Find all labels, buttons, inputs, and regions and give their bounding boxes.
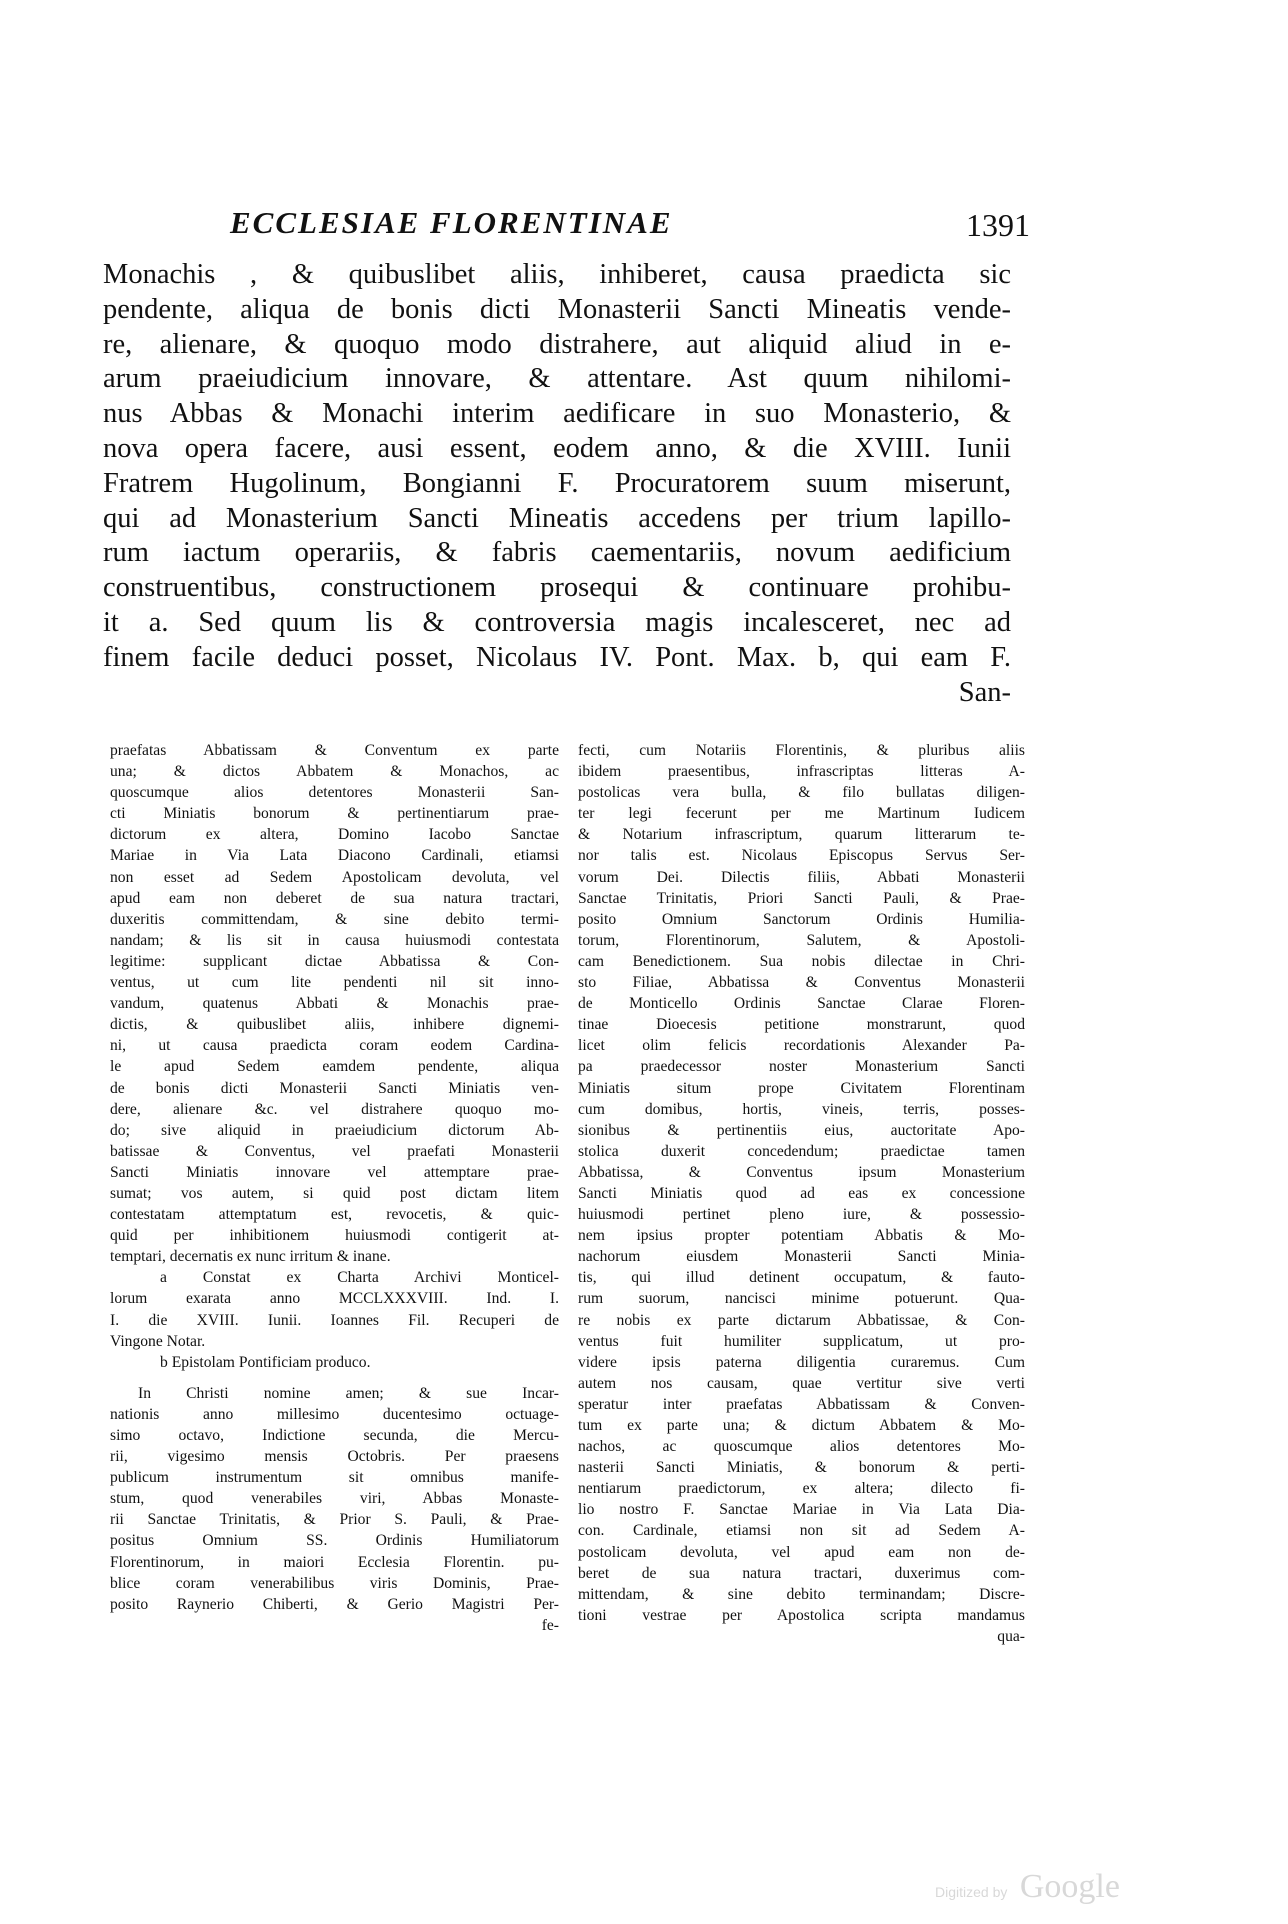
document-line: positus Omnium SS. Ordinis Humiliatorum xyxy=(110,1532,559,1550)
document-line: postolicam devoluta, vel apud eam non de- xyxy=(578,1543,1025,1561)
left-catchword: fe- xyxy=(541,1616,559,1634)
document-line: cum domibus, hortis, vineis, terris, posses- xyxy=(578,1100,1025,1118)
document-line: tis, qui illud detinent occupatum, & fauto- xyxy=(578,1269,1025,1287)
footnote-column-left xyxy=(110,740,559,1636)
main-text-block xyxy=(103,258,1011,710)
document-line: pa praedecessor noster Monasterium Sancti xyxy=(578,1058,1025,1076)
main-line: pendente, aliqua de bonis dicti Monasterii Sancti Mineatis vende- xyxy=(103,293,1011,325)
footnote-line: nandam; & lis sit in causa huiusmodi contestata xyxy=(110,931,559,949)
footnote-line: non esset ad Sedem Apostolicam devoluta, vel xyxy=(110,868,559,886)
footnote-line: do; sive aliquid in praeiudicium dictorum Ab- xyxy=(110,1121,559,1139)
document-line: & Notarium infrascriptum, quarum litterarum te- xyxy=(578,826,1025,844)
watermark-prefix: Digitized by xyxy=(935,1884,1008,1900)
main-line: it a. Sed quum lis & controversia magis incalesceret, nec ad xyxy=(103,606,1011,638)
footnote-line: legitime: supplicant dictae Abbatissa & Con- xyxy=(110,952,559,970)
document-line: rum suorum, nancisci minime potuerunt. Qua- xyxy=(578,1290,1025,1308)
document-line: Miniatis situm prope Civitatem Florentinam xyxy=(578,1079,1025,1097)
main-line: finem facile deduci posset, Nicolaus IV. Pont. Max. b, qui eam F. xyxy=(103,641,1011,673)
document-line: rii Sanctae Trinitatis, & Prior S. Pauli, & Prae- xyxy=(110,1511,559,1529)
document-line: blice coram venerabilibus viris Dominis, Prae- xyxy=(110,1574,559,1592)
footnote-line: dictis, & quibuslibet aliis, inhibere dignemi- xyxy=(110,1016,559,1034)
main-line: rum iactum operariis, & fabris caementariis, novum aedificium xyxy=(103,537,1011,569)
document-line: nasterii Sancti Miniatis, & bonorum & perti- xyxy=(578,1459,1025,1477)
document-line: Florentinorum, in maiori Ecclesia Florentin. pu- xyxy=(110,1553,559,1571)
document-line: simo octavo, Indictione secunda, die Mercu- xyxy=(110,1427,559,1444)
running-title: ECCLESIAE FLORENTINAE xyxy=(230,205,673,240)
document-line: speratur inter praefatas Abbatissam & Conven- xyxy=(578,1395,1025,1413)
footnote-line: quoscumque alios detentores Monasterii San- xyxy=(110,784,559,802)
footnote-line: temptari, decernatis ex nunc irritum & inane. xyxy=(110,1248,391,1266)
right-catchword: qua- xyxy=(997,1627,1025,1645)
main-catchword: San- xyxy=(958,676,1011,708)
document-line: beret de sua natura tractari, duxerimus com- xyxy=(578,1564,1025,1582)
digitized-watermark xyxy=(935,1868,1120,1906)
document-line: licet olim felicis recordationis Alexander Pa- xyxy=(578,1037,1025,1055)
footnote-line: apud eam non deberet de sua natura tractari, xyxy=(110,889,559,907)
main-line: nova opera facere, ausi essent, eodem anno, & die XVIII. Iunii xyxy=(103,432,1011,464)
document-line: con. Cardinale, etiamsi non sit ad Sedem A- xyxy=(578,1522,1025,1540)
document-line: Sancti Miniatis quod ad eas ex concessione xyxy=(578,1184,1025,1202)
footnote-line: dictorum ex altera, Domino Iacobo Sanctae xyxy=(110,826,559,844)
spacer xyxy=(110,1373,559,1383)
footnote-line: quid per inhibitionem huiusmodi contigerit at- xyxy=(110,1227,559,1245)
footnote-line: Mariae in Via Lata Diacono Cardinali, etiamsi xyxy=(110,847,559,865)
footnote-line: una; & dictos Abbatem & Monachos, ac xyxy=(110,763,559,781)
footnote-line: duxeritis committendam, & sine debito termi- xyxy=(110,910,559,928)
document-line: autem nos causam, quae vertitur sive verti xyxy=(578,1374,1025,1392)
document-line: mittendam, & sine debito terminandam; Discre- xyxy=(578,1585,1025,1603)
document-line: de Monticello Ordinis Sanctae Clarae Floren- xyxy=(578,995,1025,1013)
footnote-line: ni, ut causa praedicta coram eodem Cardina- xyxy=(110,1037,559,1055)
footnote-a-line: Vingone Notar. xyxy=(110,1332,206,1350)
document-line: sto Filiae, Abbatissa & Conventus Monasterii xyxy=(578,974,1025,992)
document-line: fecti, cum Notariis Florentinis, & pluribus aliis xyxy=(578,742,1025,759)
document-line: Abbatissa, & Conventus ipsum Monasterium xyxy=(578,1163,1025,1181)
footnote-line: Sancti Miniatis innovare vel attemptare prae- xyxy=(110,1163,559,1181)
document-line: nor talis est. Nicolaus Episcopus Servus Ser- xyxy=(578,847,1025,865)
document-line: nentiarum praedictorum, ex altera; dilecto fi- xyxy=(578,1480,1025,1498)
document-line: sionibus & pertinentiis eius, auctoritate Apo- xyxy=(578,1121,1025,1139)
document-line: huiusmodi pertinet pleno iure, & possessio- xyxy=(578,1206,1025,1224)
document-line: re nobis ex parte dictarum Abbatissae, & Con- xyxy=(578,1311,1025,1329)
main-line: construentibus, constructionem prosequi & continuare prohibu- xyxy=(103,572,1011,604)
footnote-a-line: a Constat ex Charta Archivi Monticel- xyxy=(160,1269,559,1287)
document-line: torum, Florentinorum, Salutem, & Apostoli- xyxy=(578,931,1025,949)
main-line: Fratrem Hugolinum, Bongianni F. Procuratorem suum miserunt, xyxy=(103,467,1011,499)
main-line: re, alienare, & quoquo modo distrahere, aut aliquid aliud in e- xyxy=(103,328,1011,360)
document-line: tinae Dioecesis petitione monstrarunt, quod xyxy=(578,1016,1025,1034)
page-number: 1391 xyxy=(966,207,1030,243)
document-line: publicum instrumentum sit omnibus manife- xyxy=(110,1469,559,1487)
footnote-line: praefatas Abbatissam & Conventum ex parte xyxy=(110,742,559,759)
document-line: posito Raynerio Chiberti, & Gerio Magistri Per- xyxy=(110,1595,559,1613)
document-line: nem ipsius propter potentiam Abbatis & Mo- xyxy=(578,1227,1025,1245)
document-line: ter legi fecerunt per me Martinum Iudicem xyxy=(578,805,1025,823)
document-line: ventus fuit humiliter supplicatum, ut pro- xyxy=(578,1332,1025,1350)
document-line: nationis anno millesimo ducentesimo octuage- xyxy=(110,1405,559,1423)
footnote-line: dere, alienare &c. vel distrahere quoquo mo- xyxy=(110,1100,559,1118)
document-line: lio nostro F. Sanctae Mariae in Via Lata Dia- xyxy=(578,1501,1025,1519)
footnote-line: sumat; vos autem, si quid post dictam litem xyxy=(110,1184,559,1202)
document-line: tioni vestrae per Apostolica scripta mandamus xyxy=(578,1606,1025,1624)
running-head xyxy=(230,205,1030,251)
footnote-line: ventus, ut cum lite pendenti nil sit inno- xyxy=(110,974,559,992)
main-line: qui ad Monasterium Sancti Mineatis accedens per trium lapillo- xyxy=(103,502,1011,534)
footnote-line: vandum, quatenus Abbati & Monachis prae- xyxy=(110,995,559,1013)
footnote-a-line: lorum exarata anno MCCLXXXVIII. Ind. I. xyxy=(110,1290,559,1308)
document-line: In Christi nomine amen; & sue Incar- xyxy=(138,1384,559,1402)
footnote-line: le apud Sedem eamdem pendente, aliqua xyxy=(110,1058,559,1076)
watermark-brand: Google xyxy=(1019,1868,1120,1905)
document-line: vorum Dei. Dilectis filiis, Abbati Monasterii xyxy=(578,868,1025,886)
document-line: tum ex parte una; & dictum Abbatem & Mo- xyxy=(578,1417,1025,1434)
footnote-line: de bonis dicti Monasterii Sancti Miniatis ven- xyxy=(110,1079,559,1097)
document-line: Sanctae Trinitatis, Priori Sancti Pauli, & Prae- xyxy=(578,889,1025,907)
document-line: videre ipsis paterna diligentia curaremus. Cum xyxy=(578,1353,1025,1371)
main-line: arum praeiudicium innovare, & attentare. Ast quum nihilomi- xyxy=(103,363,1011,395)
main-line: Monachis , & quibuslibet aliis, inhiberet, causa praedicta sic xyxy=(103,259,1011,290)
document-line: nachorum eiusdem Monasterii Sancti Minia- xyxy=(578,1248,1025,1266)
document-line: postolicas vera bulla, & filo bullatas diligen- xyxy=(578,784,1025,802)
document-line: stolica duxerit concedendum; praedictae tamen xyxy=(578,1142,1025,1160)
footnote-line: contestatam attemptatum est, revocetis, & quic- xyxy=(110,1206,559,1224)
document-line: cam Benedictionem. Sua nobis dilectae in Chri- xyxy=(578,952,1025,970)
document-line: nachos, ac quoscumque alios detentores Mo- xyxy=(578,1438,1025,1456)
footnote-line: batissae & Conventus, vel praefati Monasterii xyxy=(110,1142,559,1160)
footnote-b-line: b Epistolam Pontificiam produco. xyxy=(160,1353,371,1371)
main-line: nus Abbas & Monachi interim aedificare in suo Monasterio, & xyxy=(103,398,1011,430)
document-line: stum, quod venerabiles viri, Abbas Monaste- xyxy=(110,1490,559,1508)
footnote-a-line: I. die XVIII. Iunii. Ioannes Fil. Recuperi de xyxy=(110,1311,559,1329)
footnote-line: cti Miniatis bonorum & pertinentiarum prae- xyxy=(110,805,559,823)
document-line: posito Omnium Sanctorum Ordinis Humilia- xyxy=(578,910,1025,928)
document-line: ibidem praesentibus, infrascriptas litteras A- xyxy=(578,763,1025,781)
footnote-column-right xyxy=(578,740,1025,1647)
document-line: rii, vigesimo mensis Octobris. Per praesens xyxy=(110,1448,559,1466)
